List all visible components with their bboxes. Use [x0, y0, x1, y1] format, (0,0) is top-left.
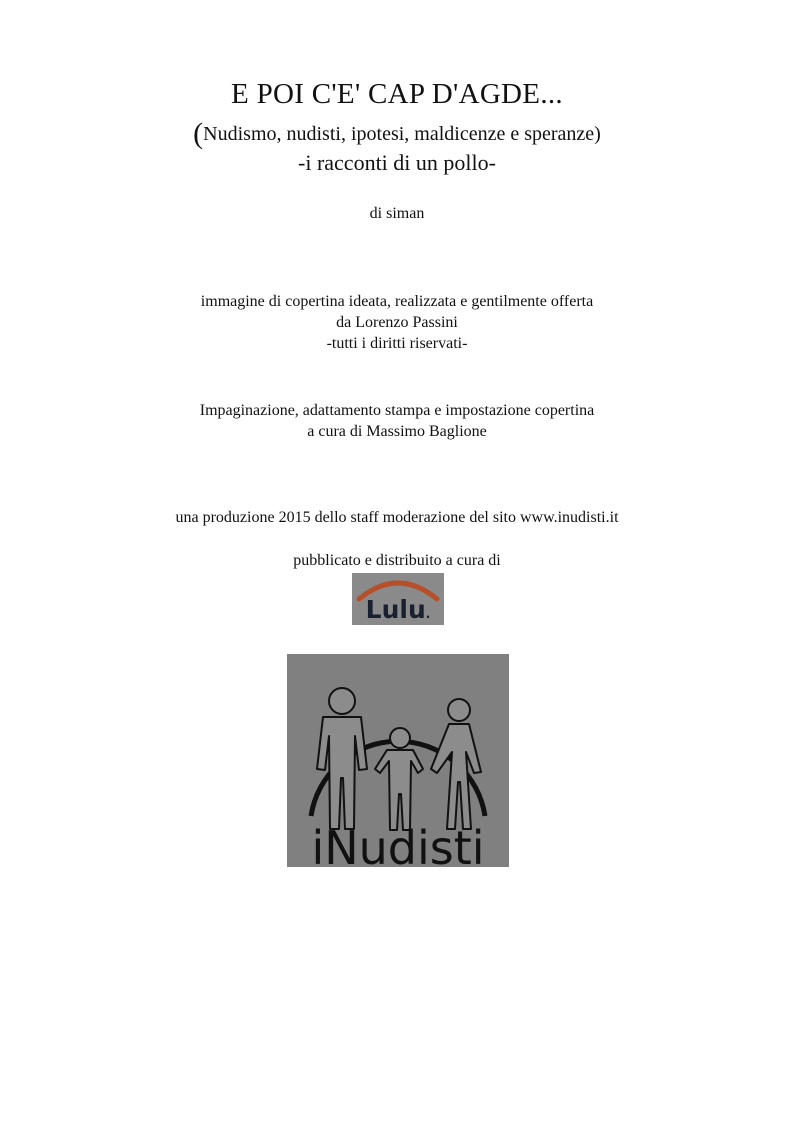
layout-line-1: Impaginazione, adattamento stampa e impostazione copertina	[199, 402, 595, 419]
credits-line-3: -tutti i diritti riservati-	[326, 335, 468, 352]
inudisti-logo-graphic	[287, 654, 509, 867]
publisher-line: pubblicato e distribuito a cura di	[293, 552, 501, 569]
layout-line-2: a cura di Massimo Baglione	[307, 423, 487, 440]
inudisti-wordmark: iNudisti	[311, 821, 485, 867]
lulu-logo	[352, 573, 444, 625]
book-subtitle	[0, 117, 794, 151]
lulu-logo-graphic	[352, 573, 444, 625]
child-head	[390, 728, 410, 748]
author-line: di siman	[369, 205, 425, 222]
book-tagline: -i racconti di un pollo-	[298, 150, 496, 175]
logo-figures	[317, 688, 481, 830]
woman-body	[431, 724, 481, 829]
production-line: una produzione 2015 dello staff moderazione del sito www.inudisti.it	[175, 509, 619, 526]
lulu-text: Lulu	[365, 595, 426, 624]
woman-head	[448, 699, 470, 721]
child-body	[375, 750, 423, 830]
layout-credits	[0, 400, 794, 442]
man-head	[329, 688, 355, 714]
man-body	[317, 717, 367, 829]
inudisti-logo	[287, 654, 509, 867]
subtitle-open-paren: (	[193, 117, 204, 150]
cover-image-credits	[0, 291, 794, 354]
subtitle-text: Nudismo, nudisti, ipotesi, maldicenze e speranze)	[203, 123, 601, 145]
book-title: E POI C'E' CAP D'AGDE...	[231, 78, 563, 110]
lulu-dot: .	[425, 607, 431, 621]
credits-line-1: immagine di copertina ideata, realizzata e gentilmente offerta	[200, 293, 594, 310]
lulu-wordmark	[366, 595, 431, 624]
credits-line-2: da Lorenzo Passini	[336, 314, 458, 331]
